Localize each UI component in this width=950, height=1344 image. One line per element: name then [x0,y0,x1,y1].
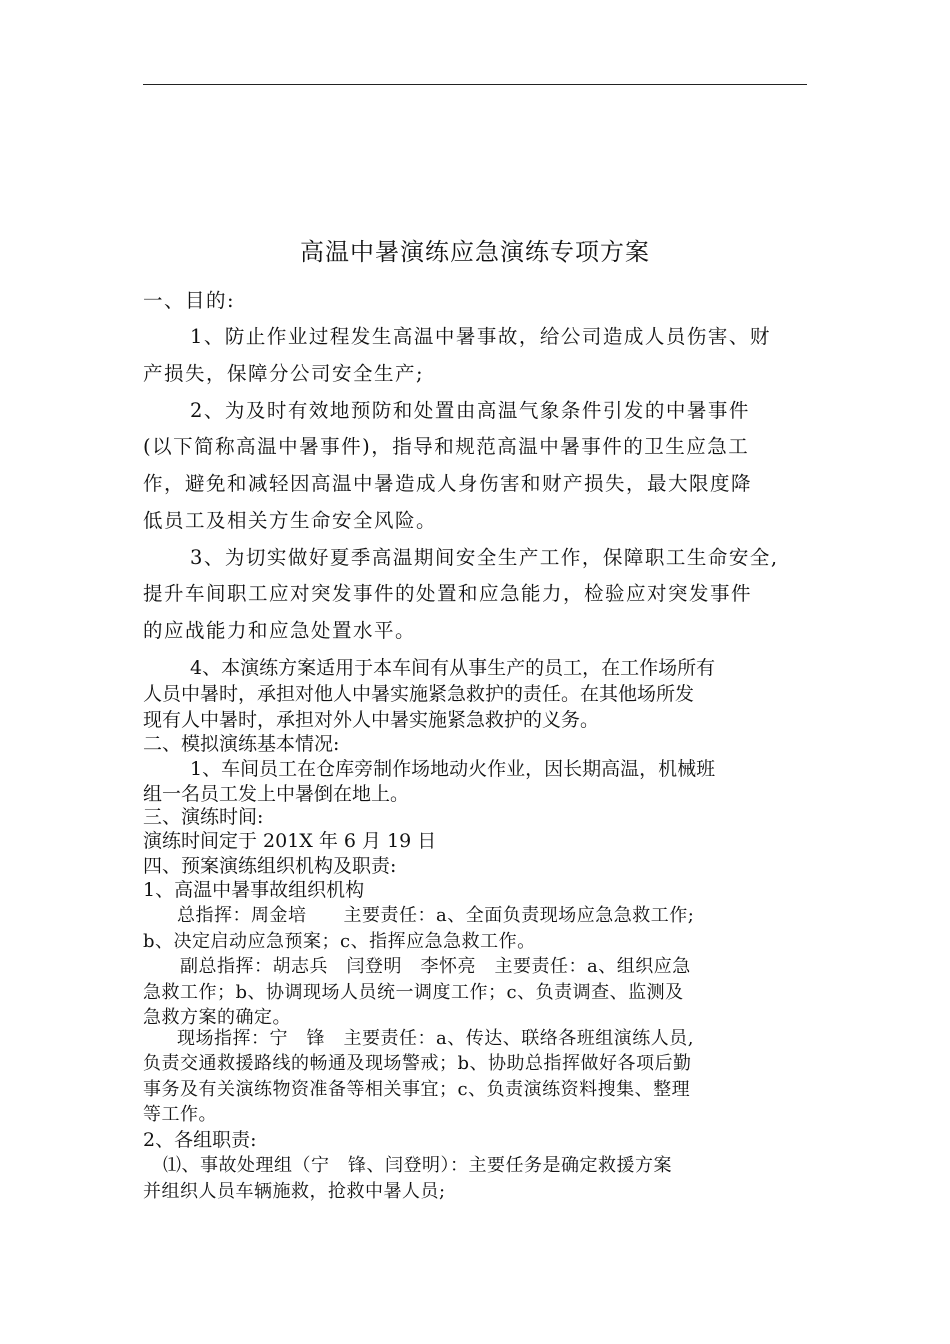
section-heading-3: 三、演练时间: [143,806,264,828]
drill-date-line: 演练时间定于 201X 年 6 月 19 日 [143,830,437,852]
section-heading-2: 二、模拟演练基本情况: [143,733,340,755]
paragraph-line: 作，避免和减轻因高温中暑造成人身伤害和财产损失，最大限度降 [143,472,753,495]
paragraph-line: 1、防止作业过程发生高温中暑事故，给公司造成人员伤害、财 [190,325,771,348]
paragraph-line: 现场指挥：宁 锋 主要责任：a、传达、联络各班组演练人员, [177,1028,694,1049]
paragraph-line: 人员中暑时，承担对他人中暑实施紧急救护的责任。在其他场所发 [143,683,695,705]
header-rule [143,84,807,85]
paragraph-line: 总指挥：周金培 主要责任：a、全面负责现场应急急救工作; [177,905,695,926]
paragraph-line: 1、车间员工在仓库旁制作场地动火作业，因长期高温，机械班 [190,758,716,780]
paragraph-line: 副总指挥：胡志兵 闫登明 李怀亮 主要责任：a、组织应急 [180,956,691,977]
paragraph-line: 事务及有关演练物资准备等相关事宜；c、负责演练资料搜集、整理 [143,1079,691,1100]
section-heading-1: 一、目的: [143,289,236,312]
paragraph-line: b、决定启动应急预案；c、指挥应急急救工作。 [143,931,536,952]
paragraph-line: 提升车间职工应对突发事件的处置和应急能力，检验应对突发事件 [143,582,753,605]
paragraph-line: 低员工及相关方生命安全风险。 [143,509,438,532]
paragraph-line: 现有人中暑时，承担对外人中暑实施紧急救护的义务。 [143,709,600,731]
paragraph-line: ⑴、事故处理组（宁 锋、闫登明）：主要任务是确定救援方案 [163,1155,672,1176]
section-heading-4: 四、预案演练组织机构及职责: [143,855,397,877]
paragraph-line: 4、本演练方案适用于本车间有从事生产的员工，在工作场所有 [190,657,716,679]
paragraph-line: 组一名员工发上中暑倒在地上。 [143,783,410,805]
paragraph-line: 急救方案的确定。 [143,1007,291,1028]
paragraph-line: 2、为及时有效地预防和处置由高温气象条件引发的中暑事件 [190,399,750,422]
paragraph-line: 等工作。 [143,1104,217,1125]
paragraph-line: 急救工作；b、协调现场人员统一调度工作；c、负责调查、监测及 [143,982,684,1003]
paragraph-line: (以下简称高温中暑事件)，指导和规范高温中暑事件的卫生应急工 [143,435,750,458]
paragraph-line: 3、为切实做好夏季高温期间安全生产工作，保障职工生命安全, [190,546,779,569]
subsection-heading: 1、高温中暑事故组织机构 [143,879,365,901]
paragraph-line: 负责交通救援路线的畅通及现场警戒；b、协助总指挥做好各项后勤 [143,1053,692,1074]
paragraph-line: 并组织人员车辆施救，抢救中暑人员; [143,1181,446,1202]
document-title: 高温中暑演练应急演练专项方案 [300,238,650,266]
subsection-heading: 2、各组职责: [143,1129,257,1151]
paragraph-line: 产损失，保障分公司安全生产; [143,362,425,385]
paragraph-line: 的应战能力和应急处置水平。 [143,619,417,642]
